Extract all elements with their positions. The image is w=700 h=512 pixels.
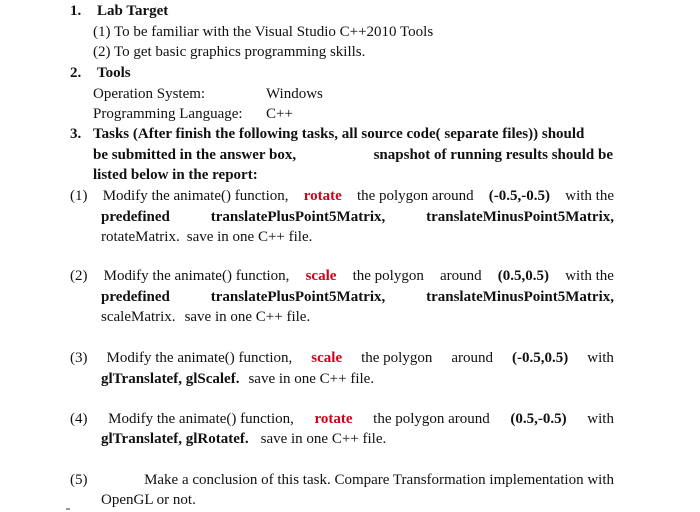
section3-line-3: listed below in the report: [93,167,258,183]
task1-line-3: rotateMatrix. save in one C++ file. [101,229,313,245]
task2-point: (0.5,0.5) [497,268,550,284]
task3-line-2: glTranslatef, glScalef. save in one C++ file. [101,371,375,387]
task2-line-3: scaleMatrix. save in one C++ file. [101,309,311,325]
task5-line-2: OpenGL or not. [101,492,196,508]
task2-number: (2) [70,268,88,284]
language-value: C++ [266,106,293,122]
task1-point: (-0.5,-0.5) [488,188,551,204]
section3-line-2 [93,145,613,165]
os-value: Windows [266,86,323,102]
section2-number: 2. [70,65,82,81]
task3-point: (-0.5,0.5) [512,350,569,366]
section3-number: 3. [70,126,82,142]
task4-line-1: (4) Modify the animate() function, rotate the polygon around (0.5,-0.5) with [70,411,614,427]
language-label: Programming Language: [93,106,243,122]
task1-line-1: (1) Modify the animate() function, rotate the polygon around (-0.5,-0.5) with the [70,188,614,204]
task4-number: (4) [70,411,88,427]
section1-item-1: (1) To be familiar with the Visual Studio C++2010 Tools [93,24,434,40]
edge-mark [66,508,70,510]
task3-number: (3) [70,350,88,366]
section1-number: 1. [70,3,82,19]
task4-line-2: glTranslatef, glRotatef. save in one C++ file. [101,431,387,447]
task4-point: (0.5,-0.5) [510,411,567,427]
task3-keyword: scale [311,350,343,366]
section3-line-2a: be submitted in the answer box, [93,147,297,163]
task1-number: (1) [70,188,88,204]
section2-title: Tools [97,65,131,81]
task5-number: (5) [70,472,88,488]
task3-line-1: (3) Modify the animate() function, scale the polygon around (-0.5,0.5) with [70,350,614,366]
task2-line-1: (2) Modify the animate() function, scale the polygon around (0.5,0.5) with the [70,268,614,284]
section1-item-2: (2) To get basic graphics programming skills. [93,44,366,60]
task1-keyword: rotate [303,188,342,204]
section3-line-2b: snapshot of running results should be [373,147,613,163]
section1-title: Lab Target [97,3,169,19]
task2-keyword: scale [305,268,337,284]
os-label: Operation System: [93,86,206,102]
task5-line-1: (5) Make a conclusion of this task. Compare Transformation implementation with [70,472,614,488]
task2-line-2: predefined translatePlusPoint5Matrix, translateMinusPoint5Matrix, [101,289,614,305]
section3-line-1: Tasks (After finish the following tasks, all source code( separate files)) should [93,126,585,142]
task4-keyword: rotate [314,411,353,427]
task1-line-2: predefined translatePlusPoint5Matrix, translateMinusPoint5Matrix, [101,209,614,225]
